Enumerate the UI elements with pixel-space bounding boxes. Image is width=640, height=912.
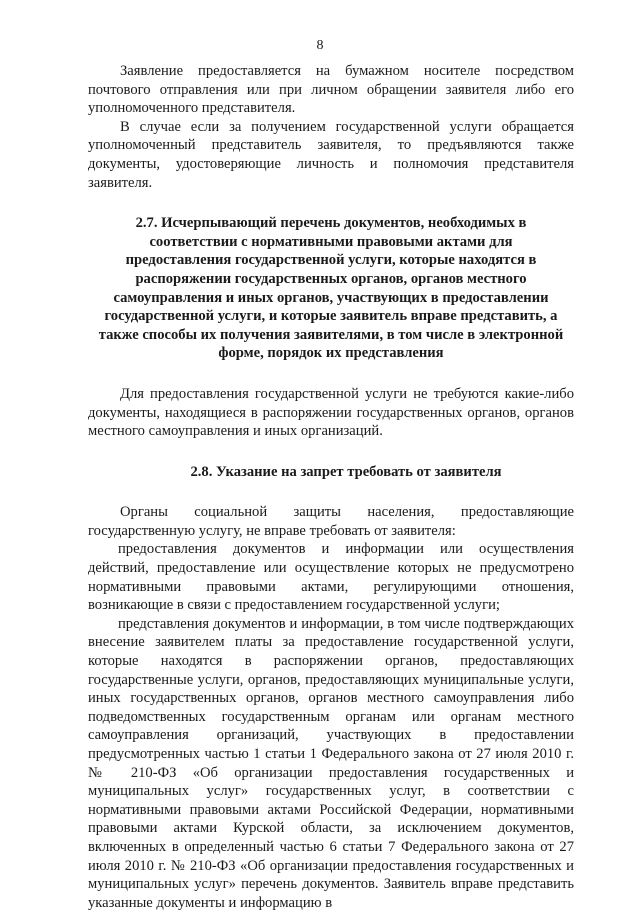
paragraph-authorized-representative: В случае если за получением государственной услуги обращается уполномоченный представитель заявителя, то предъявляются также документы, удостоверяющие личность и полномочия представителя заявителя.: [88, 118, 574, 191]
section-2-7-title: 2.7. Исчерпывающий перечень документов, необходимых в соответствии с нормативными правовыми актами для предоставления государственной услуги, которые находятся в распоряжении государственных органов, органов местного самоуправления и иных органов, участвующих в предоставлении государственной услуги, и которые заявитель вправе представить, а также способы их получения заявителями, в том числе в электронной форме, порядок их представления: [98, 215, 564, 362]
section-2-8-title: 2.8. Указание на запрет требовать от заявителя: [190, 463, 502, 480]
document-body: [88, 62, 574, 912]
section-2-8-item-2: представления документов и информации, в том числе подтверждающих внесение заявителем платы за предоставление государственной услуги, которые находятся в распоряжении органов, предоставляющих государственные услуги, органов, предоставляющих муниципальные услуги, иных государственных органов, органов местного самоуправления либо подведомственных государственным органам или органам местного самоуправления организаций, участвующих в предоставлении предусмотренных частью 1 статьи 1 Федерального закона от 27 июля 2010 г. № 210-ФЗ «Об организации предоставления государственных и муниципальных услуг» государственных услуг, в соответствии с нормативными правовыми актами Российской Федерации, нормативными правовыми актами Курской области, за исключением документов, включенных в определенный частью 6 статьи 7 Федерального закона от 27 июля 2010 г. № 210-ФЗ «Об организации предоставления государственных и муниципальных услуг» перечень документов. Заявитель вправе представить указанные документы и информацию в: [88, 615, 574, 911]
paragraph-application-submission: Заявление предоставляется на бумажном носителе посредством почтового отправления или при личном обращении заявителя либо его уполномоченного представителя.: [88, 63, 574, 117]
section-2-8-item-1: предоставления документов и информации или осуществления действий, предоставление или осуществление которых не предусмотрено нормативными правовыми актами, регулирующими отношения, возникающие в связи с предоставлением государственной услуги;: [88, 541, 574, 614]
section-2-8-intro: Органы социальной защиты населения, предоставляющие государственную услугу, не вправе требовать от заявителя:: [88, 504, 574, 539]
page-number: 8: [316, 38, 324, 53]
section-2-7-body: Для предоставления государственной услуги не требуются какие-либо документы, находящиеся в распоряжении государственных органов, органов местного самоуправления и иных организаций.: [88, 385, 574, 440]
